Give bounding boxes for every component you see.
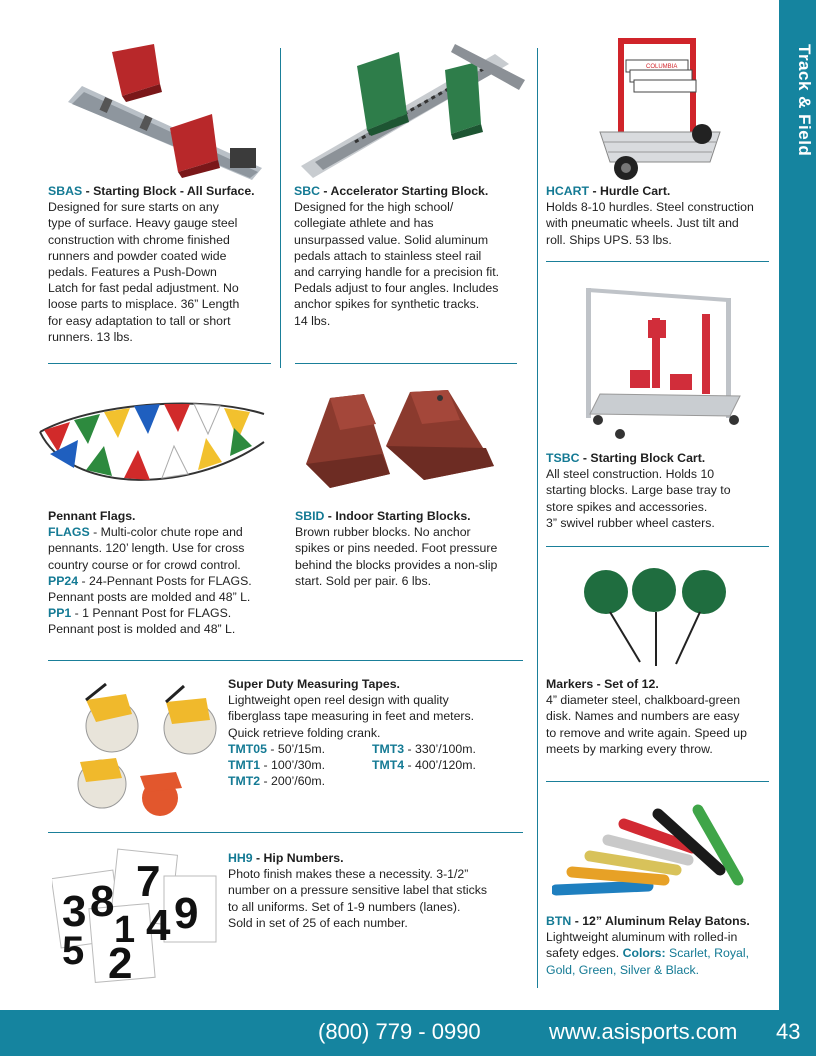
indoor-starting-blocks-image xyxy=(300,384,510,496)
tapes-heading: Super Duty Measuring Tapes. xyxy=(228,677,400,691)
row-divider xyxy=(48,363,271,364)
text-line: Pennant post is molded and 48” L. xyxy=(48,622,236,637)
hh9-title: - Hip Numbers. xyxy=(252,851,344,865)
text-line: to remove and write again. Speed up xyxy=(546,725,747,740)
btn-title: - 12” Aluminum Relay Batons. xyxy=(571,914,750,928)
row-divider xyxy=(48,660,523,661)
text-line: with pneumatic wheels. Just tilt and xyxy=(546,216,739,231)
text-line: Designed for sure starts on any xyxy=(48,200,219,215)
colors-label: Colors: xyxy=(622,946,666,961)
hurdle-cart-image xyxy=(580,32,730,182)
text-line: disk. Names and numbers are easy xyxy=(546,709,740,724)
text-line: Pedals adjust to four angles. Includes xyxy=(294,281,499,296)
markers-description xyxy=(546,676,774,757)
page-number: 43 xyxy=(776,1019,801,1044)
tapes-description xyxy=(228,676,528,789)
text-line: behind the blocks provides a non-slip xyxy=(295,557,498,572)
text-line: safety edges. xyxy=(546,946,623,961)
hip-digit: 5 xyxy=(62,929,85,973)
baton-0 xyxy=(556,886,648,890)
baton-1 xyxy=(572,872,664,880)
tmt2-code: TMT2 xyxy=(228,773,261,788)
hh9-code: HH9 xyxy=(228,851,253,865)
sbas-code: SBAS xyxy=(48,184,83,198)
sbas-description xyxy=(48,183,276,345)
tsbc-title: - Starting Block Cart. xyxy=(579,451,706,465)
text-line: spikes or pins needed. Foot pressure xyxy=(295,541,498,556)
sbas-starting-block-image xyxy=(62,40,268,182)
row-divider xyxy=(546,261,769,262)
tmt4-code: TMT4 xyxy=(372,757,405,772)
pp1-text: - 1 Pennant Post for FLAGS. xyxy=(71,606,232,621)
sbc-description xyxy=(294,183,530,329)
hcart-code: HCART xyxy=(546,184,590,198)
text-line: Brown rubber blocks. No anchor xyxy=(295,525,471,540)
tmt1-code: TMT1 xyxy=(228,757,261,772)
tmt05-text: - 50’/15m. xyxy=(266,741,326,756)
sbid-code: SBID xyxy=(295,509,325,523)
website-link[interactable]: www.asisports.com xyxy=(549,1019,738,1044)
hurdle-label: COLUMBIA xyxy=(646,64,678,70)
text-line: Photo finish makes these a necessity. 3-1/2” xyxy=(228,867,469,882)
row-divider xyxy=(546,546,769,547)
text-line: construction with chrome finished xyxy=(48,232,230,247)
tmt3-text: - 330’/100m. xyxy=(404,741,476,756)
phone-number: (800) 779 - 0990 xyxy=(318,1019,481,1044)
text-line: pedals. Features a Push-Down xyxy=(48,265,217,280)
tmt1-text: - 100’/30m. xyxy=(260,757,326,772)
starting-block-cart-image xyxy=(560,278,750,444)
hip-digit: 8 xyxy=(90,877,115,926)
colors-text: Gold, Green, Silver & Black. xyxy=(546,962,700,977)
text-line: pennants. 120’ length. Use for cross xyxy=(48,541,245,556)
hip-numbers-image xyxy=(52,846,220,986)
column-divider xyxy=(537,48,538,988)
tmt2-text: - 200’/60m. xyxy=(260,773,326,788)
sbc-code: SBC xyxy=(294,184,320,198)
text-line: unsurpassed value. Solid aluminum xyxy=(294,232,489,247)
text-line: starting blocks. Large base tray to xyxy=(546,483,731,498)
text-line: collegiate athlete and has xyxy=(294,216,434,231)
row-divider xyxy=(48,832,523,833)
text-line: roll. Ships UPS. 53 lbs. xyxy=(546,232,672,247)
text-line: 4” diameter steel, chalkboard-green xyxy=(546,693,741,708)
colors-text: Scarlet, Royal, xyxy=(665,946,749,961)
btn-description xyxy=(546,913,774,978)
text-line: to all uniforms. Set of 1-9 numbers (lanes). xyxy=(228,899,461,914)
sbid-title: - Indoor Starting Blocks. xyxy=(324,509,471,523)
text-line: Lightweight open reel design with quality xyxy=(228,693,449,708)
tmt3-code: TMT3 xyxy=(372,741,405,756)
hh9-description xyxy=(228,850,530,931)
flags-text: - Multi-color chute rope and xyxy=(89,525,243,540)
tsbc-code: TSBC xyxy=(546,451,580,465)
flags-code: FLAGS xyxy=(48,525,90,540)
footer-bar xyxy=(0,1010,816,1056)
row-divider xyxy=(546,781,769,782)
text-line: type of surface. Heavy gauge steel xyxy=(48,216,238,231)
text-line: start. Sold per pair. 6 lbs. xyxy=(295,573,432,588)
row-divider xyxy=(295,363,517,364)
measuring-tapes-image xyxy=(66,680,224,826)
text-line: 14 lbs. xyxy=(294,313,331,328)
sbc-starting-block-image xyxy=(295,38,525,182)
text-line: meets by marking every throw. xyxy=(546,741,713,756)
text-line: number on a pressure sensitive label that sticks xyxy=(228,883,488,898)
text-line: and carrying handle for a precision fit. xyxy=(294,265,500,280)
text-line: Pennant posts are molded and 48” L. xyxy=(48,590,251,605)
text-line: runners and powder coated wide xyxy=(48,248,227,263)
flags-heading: Pennant Flags. xyxy=(48,509,136,523)
hip-digit: 2 xyxy=(108,939,133,986)
hip-digit: 3 xyxy=(62,887,87,936)
text-line: Quick retrieve folding crank. xyxy=(228,725,381,740)
sbid-description xyxy=(295,508,529,589)
markers-heading: Markers - Set of 12. xyxy=(546,677,659,691)
tmt05-code: TMT05 xyxy=(228,741,267,756)
hip-digit: 7 xyxy=(136,857,161,906)
column-divider xyxy=(280,48,281,368)
sbas-title: - Starting Block - All Surface. xyxy=(82,184,255,198)
text-line: runners. 13 lbs. xyxy=(48,329,133,344)
text-line: fiberglass tape measuring in feet and meters. xyxy=(228,709,475,724)
pp24-code: PP24 xyxy=(48,573,79,588)
hip-digit: 1 xyxy=(114,909,136,951)
text-line: Lightweight aluminum with rolled-in xyxy=(546,930,738,945)
text-line: pedals attach to stainless steel rail xyxy=(294,248,482,263)
hip-digit: 4 xyxy=(146,901,171,950)
text-line: for easy adaptation to tall or short xyxy=(48,313,231,328)
section-tab: Track & Field xyxy=(795,44,814,157)
hip-digit: 9 xyxy=(174,889,199,938)
tmt4-text: - 400’/120m. xyxy=(404,757,476,772)
text-line: All steel construction. Holds 10 xyxy=(546,467,715,482)
text-line: country course or for crowd control. xyxy=(48,557,241,572)
text-line: Holds 8-10 hurdles. Steel construction xyxy=(546,200,754,215)
text-line: Sold in set of 25 of each number. xyxy=(228,915,408,930)
text-line: loose parts to misplace. 36” Length xyxy=(48,297,240,312)
text-line: Latch for fast pedal adjustment. No xyxy=(48,281,239,296)
text-line: Designed for the high school/ xyxy=(294,200,454,215)
hcart-description xyxy=(546,183,778,248)
flags-description xyxy=(48,508,278,638)
relay-batons-image xyxy=(552,800,752,910)
pp24-text: - 24-Pennant Posts for FLAGS. xyxy=(78,573,252,588)
text-line: 3” swivel rubber wheel casters. xyxy=(546,515,715,530)
markers-image xyxy=(580,566,736,676)
text-line: anchor spikes for synthetic tracks. xyxy=(294,297,480,312)
pennant-flags-image xyxy=(30,384,274,502)
sbc-title: - Accelerator Starting Block. xyxy=(319,184,489,198)
btn-code: BTN xyxy=(546,914,572,928)
tsbc-description xyxy=(546,450,774,531)
pp1-code: PP1 xyxy=(48,606,72,621)
hcart-title: - Hurdle Cart. xyxy=(589,184,671,198)
text-line: store spikes and accessories. xyxy=(546,499,708,514)
